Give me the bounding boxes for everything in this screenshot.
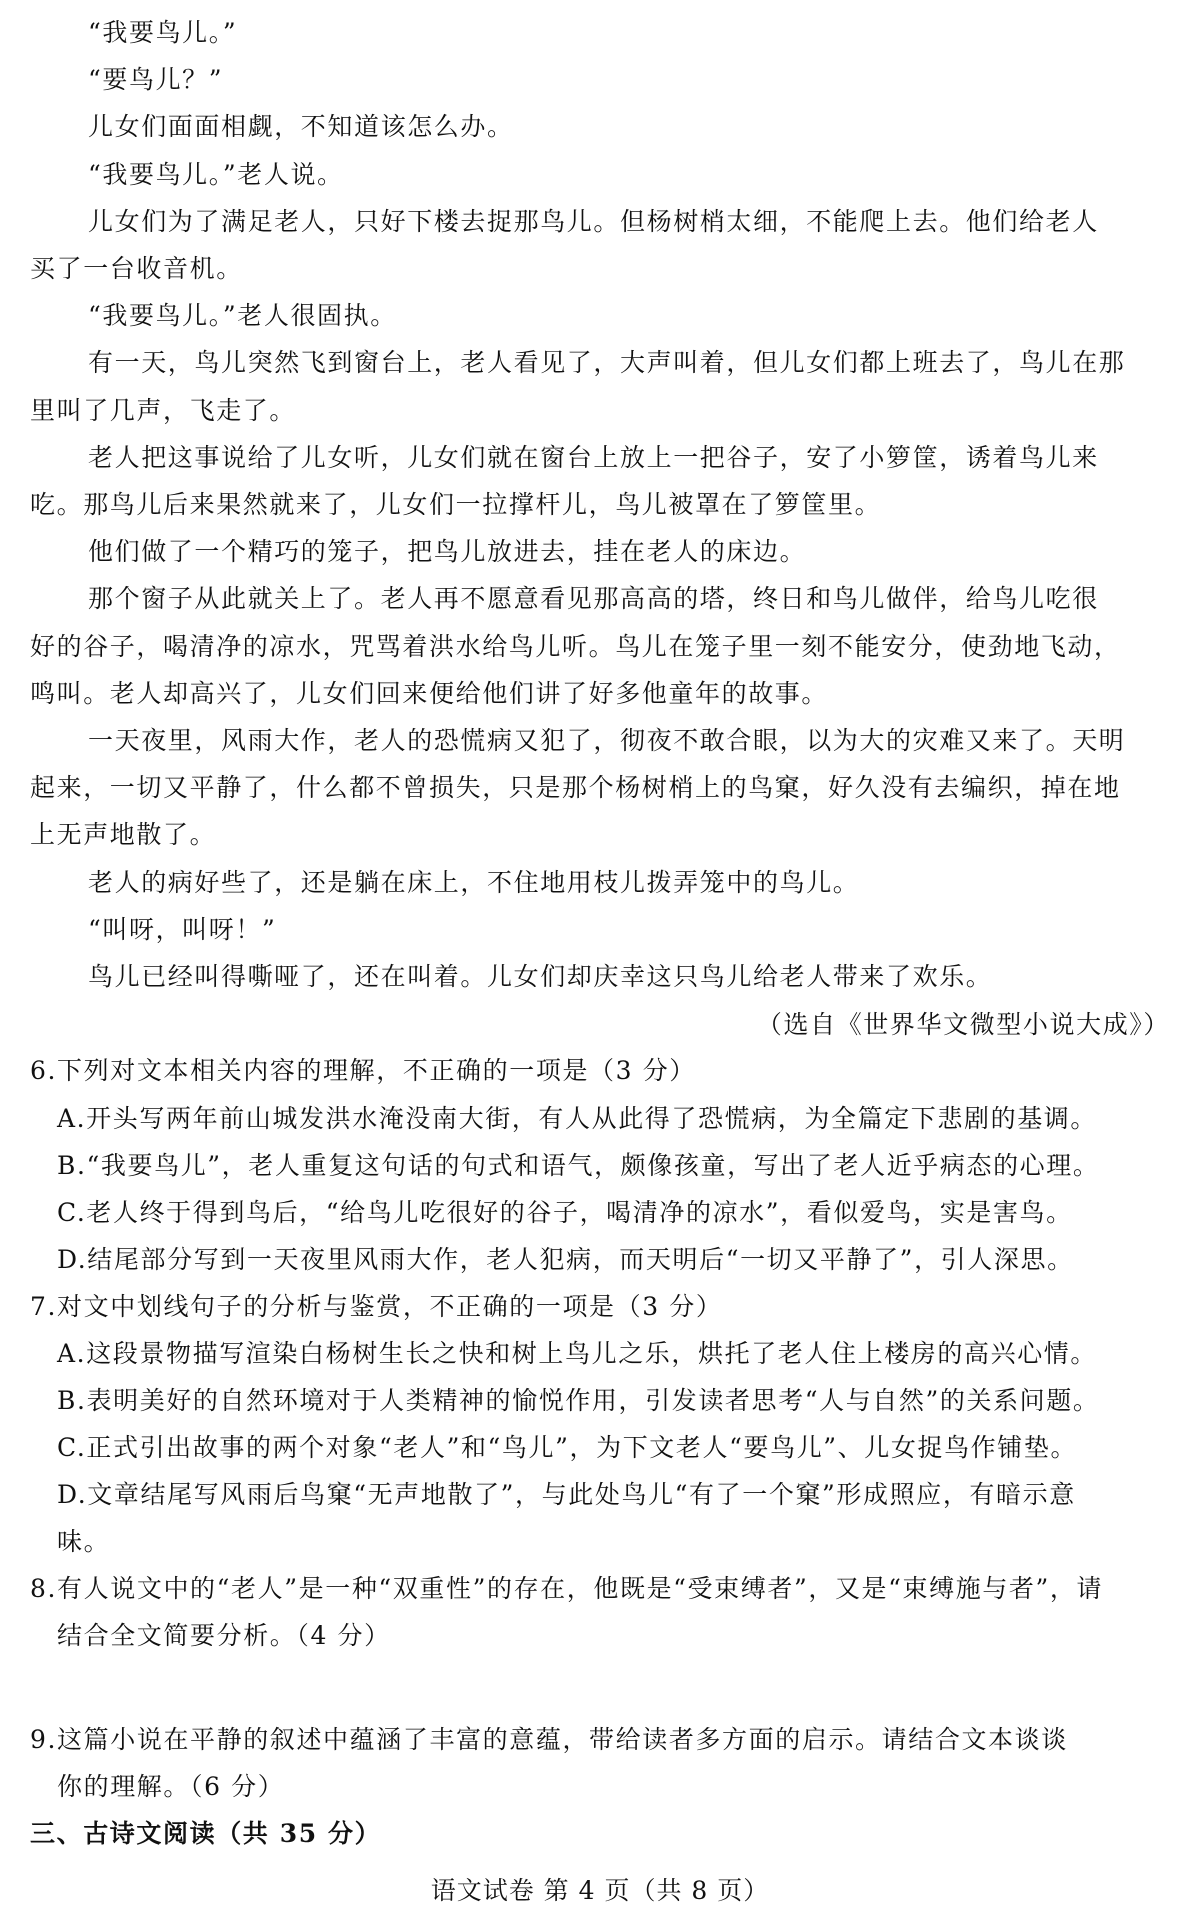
passage-line: 起来，一切又平静了，什么都不曾损失，只是那个杨树梢上的鸟窠，好久没有去编织，掉在地 bbox=[30, 773, 1121, 803]
passage-line: 儿女们为了满足老人，只好下楼去捉那鸟儿。但杨树梢太细，不能爬上去。他们给老人 bbox=[88, 206, 1099, 236]
question-stem-cont: 结合全文简要分析。（4 分） bbox=[57, 1621, 391, 1651]
passage-line: “我要鸟儿。” bbox=[88, 17, 238, 47]
passage-line: “我要鸟儿。”老人说。 bbox=[88, 159, 344, 189]
option-d-cont: 味。 bbox=[57, 1527, 111, 1557]
passage-line: 儿女们面面相觑，不知道该怎么办。 bbox=[88, 111, 514, 141]
passage-line: 一天夜里，风雨大作，老人的恐慌病又犯了，彻夜不敢合眼，以为大的灾难又来了。天明 bbox=[88, 726, 1126, 756]
question-stem-cont: 你的理解。（6 分） bbox=[57, 1771, 285, 1801]
passage-line: 好的谷子，喝清净的凉水，咒骂着洪水给鸟儿听。鸟儿在笼子里一刻不能安分，使劲地飞动， bbox=[30, 632, 1121, 662]
option-d: D.文章结尾写风雨后鸟窠“无声地散了”，与此处鸟儿“有了一个窠”形成照应，有暗示意 bbox=[57, 1480, 1076, 1510]
passage-line: 买了一台收音机。 bbox=[30, 254, 243, 284]
option-b: B.表明美好的自然环境对于人类精神的愉悦作用，引发读者思考“人与自然”的关系问题。 bbox=[57, 1386, 1100, 1416]
passage-line: 老人把这事说给了儿女听，儿女们就在窗台上放上一把谷子，安了小箩筐，诱着鸟儿来 bbox=[88, 443, 1099, 473]
passage-line: 上无声地散了。 bbox=[30, 820, 217, 850]
passage-line: 有一天，鸟儿突然飞到窗台上，老人看见了，大声叫着，但儿女们都上班去了，鸟儿在那 bbox=[88, 348, 1126, 378]
question-stem: 9.这篇小说在平静的叙述中蕴涵了丰富的意蕴，带给读者多方面的启示。请结合文本谈谈 bbox=[30, 1724, 1068, 1754]
passage-line: “我要鸟儿。”老人很固执。 bbox=[88, 301, 397, 331]
passage-line: 老人的病好些了，还是躺在床上，不住地用枝儿拨弄笼中的鸟儿。 bbox=[88, 868, 860, 898]
option-d: D.结尾部分写到一天夜里风雨大作，老人犯病，而天明后“一切又平静了”，引人深思。 bbox=[57, 1244, 1074, 1274]
option-c: C.正式引出故事的两个对象“老人”和“鸟儿”，为下文老人“要鸟儿”、儿女捉鸟作铺垫。 bbox=[57, 1433, 1078, 1463]
option-b: B.“我要鸟儿”，老人重复这句话的句式和语气，颇像孩童，写出了老人近乎病态的心理。 bbox=[57, 1150, 1100, 1180]
option-c: C.老人终于得到鸟后，“给鸟儿吃很好的谷子，喝清净的凉水”，看似爱鸟，实是害鸟。 bbox=[57, 1197, 1073, 1227]
passage-line: “叫呀，叫呀！” bbox=[88, 915, 277, 945]
question-stem: 8.有人说文中的“老人”是一种“双重性”的存在，他既是“受束缚者”，又是“束缚施与者”，请 bbox=[30, 1574, 1104, 1604]
passage-line: 鸣叫。老人却高兴了，儿女们回来便给他们讲了好多他童年的故事。 bbox=[30, 679, 829, 709]
passage-line: 吃。那鸟儿后来果然就来了，儿女们一拉撑杆儿，鸟儿被罩在了箩筐里。 bbox=[30, 490, 882, 520]
question-stem: 7.对文中划线句子的分析与鉴赏，不正确的一项是（3 分） bbox=[30, 1291, 723, 1321]
option-a: A.这段景物描写渲染白杨树生长之快和树上鸟儿之乐，烘托了老人住上楼房的高兴心情。 bbox=[57, 1339, 1098, 1368]
passage-line: 鸟儿已经叫得嘶哑了，还在叫着。儿女们却庆幸这只鸟儿给老人带来了欢乐。 bbox=[88, 962, 993, 992]
section-heading: 三、古诗文阅读（共 35 分） bbox=[30, 1818, 382, 1848]
page-footer: 语文试卷 第 4 页（共 8 页） bbox=[430, 1875, 770, 1905]
passage-line: 那个窗子从此就关上了。老人再不愿意看见那高高的塔，终日和鸟儿做伴，给鸟儿吃很 bbox=[88, 584, 1099, 614]
passage-line: 里叫了几声，飞走了。 bbox=[30, 396, 297, 426]
option-a: A.开头写两年前山城发洪水淹没南大街，有人从此得了恐慌病，为全篇定下悲剧的基调。 bbox=[57, 1103, 1098, 1133]
passage-line: “要鸟儿？” bbox=[88, 64, 224, 94]
question-stem: 6.下列对文本相关内容的理解，不正确的一项是（3 分） bbox=[30, 1055, 696, 1085]
passage-line: 他们做了一个精巧的笼子，把鸟儿放进去，挂在老人的床边。 bbox=[88, 537, 807, 567]
source-citation: （选自《世界华文微型小说大成》） bbox=[756, 1009, 1170, 1039]
